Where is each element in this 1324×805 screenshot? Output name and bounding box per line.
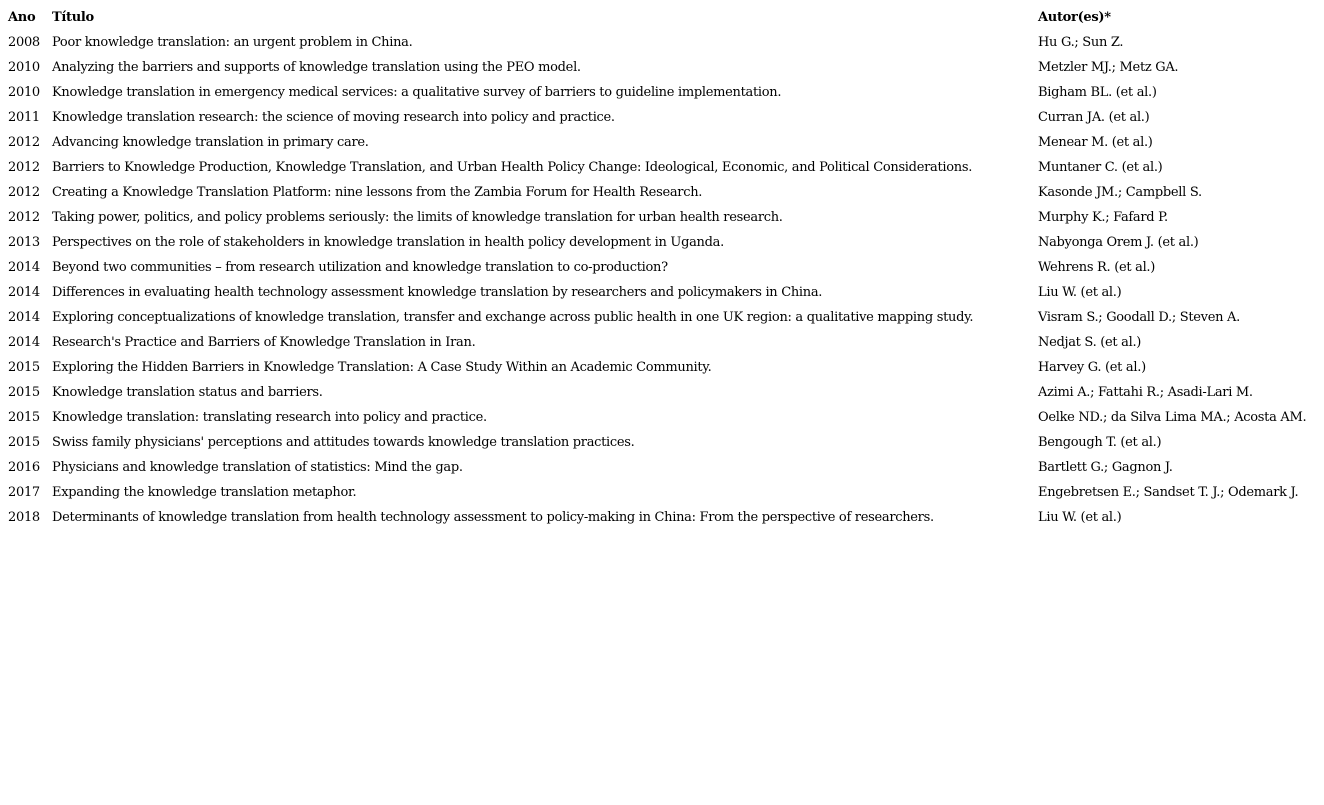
publications-table <box>4 5 1322 530</box>
table-row <box>4 230 1322 255</box>
cell-authors: Wehrens R. (et al.) <box>1038 260 1156 275</box>
table-row <box>4 380 1322 405</box>
cell-authors: Engebretsen E.; Sandset T. J.; Odemark J. <box>1038 485 1299 500</box>
table-row <box>4 280 1322 305</box>
table-row <box>4 30 1322 55</box>
cell-title: Swiss family physicians' perceptions and attitudes towards knowledge translation practices. <box>52 435 635 450</box>
cell-year: 2014 <box>8 285 40 300</box>
cell-title: Knowledge translation status and barriers. <box>52 385 323 400</box>
cell-year: 2010 <box>8 60 40 75</box>
cell-title: Taking power, politics, and policy problems seriously: the limits of knowledge translation for urban health research. <box>52 210 783 225</box>
cell-title: Advancing knowledge translation in primary care. <box>52 135 369 150</box>
cell-year: 2015 <box>8 385 40 400</box>
cell-year: 2015 <box>8 435 40 450</box>
cell-authors: Visram S.; Goodall D.; Steven A. <box>1038 310 1240 325</box>
table-body <box>4 30 1322 530</box>
cell-authors: Bigham BL. (et al.) <box>1038 85 1157 100</box>
cell-year: 2012 <box>8 135 40 150</box>
cell-year: 2015 <box>8 410 40 425</box>
cell-title: Creating a Knowledge Translation Platform: nine lessons from the Zambia Forum for Health Research. <box>52 185 703 200</box>
cell-year: 2013 <box>8 235 40 250</box>
cell-title: Exploring the Hidden Barriers in Knowledge Translation: A Case Study Within an Academic Community. <box>52 360 712 375</box>
cell-title: Poor knowledge translation: an urgent problem in China. <box>52 35 413 50</box>
header-authors: Autor(es)* <box>1038 10 1111 25</box>
cell-year: 2017 <box>8 485 40 500</box>
cell-year: 2015 <box>8 360 40 375</box>
table-row <box>4 155 1322 180</box>
cell-authors: Liu W. (et al.) <box>1038 285 1122 300</box>
table-row <box>4 55 1322 80</box>
table-row <box>4 405 1322 430</box>
cell-authors: Muntaner C. (et al.) <box>1038 160 1163 175</box>
table-row <box>4 480 1322 505</box>
cell-authors: Nabyonga Orem J. (et al.) <box>1038 235 1199 250</box>
cell-year: 2018 <box>8 510 40 525</box>
cell-title: Physicians and knowledge translation of statistics: Mind the gap. <box>52 460 463 475</box>
table-row <box>4 80 1322 105</box>
cell-year: 2012 <box>8 185 40 200</box>
cell-year: 2011 <box>8 110 40 125</box>
cell-authors: Liu W. (et al.) <box>1038 510 1122 525</box>
cell-title: Knowledge translation: translating research into policy and practice. <box>52 410 487 425</box>
cell-authors: Bartlett G.; Gagnon J. <box>1038 460 1173 475</box>
cell-title: Barriers to Knowledge Production, Knowledge Translation, and Urban Health Policy Change: Ideological, Economic, and Political Considerations. <box>52 160 973 175</box>
cell-year: 2016 <box>8 460 40 475</box>
cell-year: 2012 <box>8 210 40 225</box>
table-row <box>4 505 1322 530</box>
cell-year: 2014 <box>8 310 40 325</box>
cell-authors: Oelke ND.; da Silva Lima MA.; Acosta AM. <box>1038 410 1307 425</box>
table-row <box>4 105 1322 130</box>
table-row <box>4 130 1322 155</box>
cell-year: 2014 <box>8 335 40 350</box>
table-row <box>4 430 1322 455</box>
cell-title: Knowledge translation in emergency medical services: a qualitative survey of barriers to guideline implementation. <box>52 85 782 100</box>
cell-title: Knowledge translation research: the science of moving research into policy and practice. <box>52 110 615 125</box>
cell-title: Beyond two communities – from research utilization and knowledge translation to co-production? <box>52 260 668 275</box>
table-row <box>4 255 1322 280</box>
cell-title: Differences in evaluating health technology assessment knowledge translation by researchers and policymakers in China. <box>52 285 823 300</box>
cell-year: 2012 <box>8 160 40 175</box>
cell-authors: Curran JA. (et al.) <box>1038 110 1150 125</box>
cell-title: Perspectives on the role of stakeholders in knowledge translation in health policy development in Uganda. <box>52 235 724 250</box>
table-row <box>4 205 1322 230</box>
table-row <box>4 180 1322 205</box>
cell-authors: Nedjat S. (et al.) <box>1038 335 1142 350</box>
cell-title: Expanding the knowledge translation metaphor. <box>52 485 357 500</box>
table-header-row <box>4 5 1322 30</box>
header-year: Ano <box>8 10 36 25</box>
table-row <box>4 305 1322 330</box>
cell-title: Exploring conceptualizations of knowledge translation, transfer and exchange across public health in one UK region: a qualitative mapping study. <box>52 310 974 325</box>
table-row <box>4 355 1322 380</box>
header-title: Título <box>52 10 94 25</box>
cell-authors: Azimi A.; Fattahi R.; Asadi-Lari M. <box>1038 385 1253 400</box>
cell-authors: Metzler MJ.; Metz GA. <box>1038 60 1179 75</box>
cell-year: 2014 <box>8 260 40 275</box>
cell-authors: Murphy K.; Fafard P. <box>1038 210 1168 225</box>
table-row <box>4 330 1322 355</box>
cell-authors: Bengough T. (et al.) <box>1038 435 1162 450</box>
cell-authors: Menear M. (et al.) <box>1038 135 1153 150</box>
table-row <box>4 455 1322 480</box>
cell-title: Research's Practice and Barriers of Knowledge Translation in Iran. <box>52 335 476 350</box>
cell-authors: Hu G.; Sun Z. <box>1038 35 1124 50</box>
cell-title: Determinants of knowledge translation from health technology assessment to policy-making in China: From the perspective of researchers. <box>52 510 934 525</box>
cell-title: Analyzing the barriers and supports of knowledge translation using the PEO model. <box>52 60 581 75</box>
cell-authors: Harvey G. (et al.) <box>1038 360 1146 375</box>
cell-year: 2008 <box>8 35 40 50</box>
cell-year: 2010 <box>8 85 40 100</box>
cell-authors: Kasonde JM.; Campbell S. <box>1038 185 1202 200</box>
